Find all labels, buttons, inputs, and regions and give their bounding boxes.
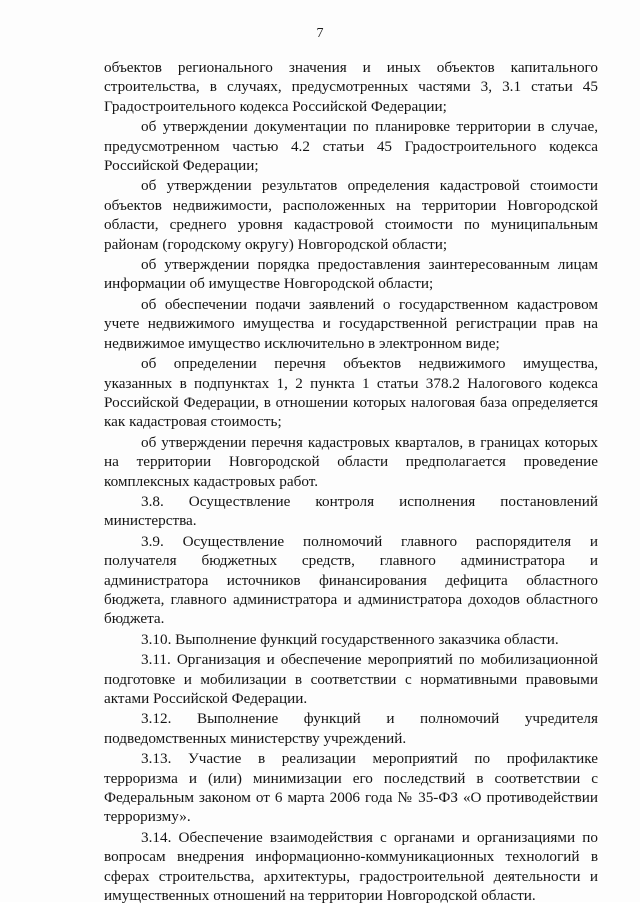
document-body bbox=[104, 58, 598, 905]
paragraph: об утверждении порядка предоставления заинтересованным лицам информации об имуществе Новгородской области; bbox=[104, 256, 598, 293]
paragraph-continuation: объектов регионального значения и иных объектов капитального строительства, в случаях, предусмотренных частями 3, 3.1 статьи 45 Градостроительного кодекса Российской Федерации; bbox=[104, 59, 598, 115]
paragraph-3-10: 3.10. Выполнение функций государственного заказчика области. bbox=[141, 630, 559, 648]
paragraph-3-13: 3.13. Участие в реализации мероприятий по профилактике терроризма и (или) минимизации его последствий в соответствии с Федеральным законом от 6 марта 2006 года № 35-ФЗ «О противодействии терроризму». bbox=[104, 750, 598, 826]
paragraph-3-11: 3.11. Организация и обеспечение мероприятий по мобилизационной подготовке и мобилизации в соответствии с нормативными правовыми актами Российской Федерации. bbox=[104, 651, 598, 707]
paragraph: об определении перечня объектов недвижимого имущества, указанных в подпунктах 1, 2 пункта 1 статьи 378.2 Налогового кодекса Российской Федерации, в отношении которых налоговая база определяется как кадастровая стоимость; bbox=[104, 355, 598, 431]
paragraph-3-12: 3.12. Выполнение функций и полномочий учредителя подведомственных министерству учреждений. bbox=[104, 710, 598, 747]
paragraph: об утверждении документации по планировке территории в случае, предусмотренном частью 4.2 статьи 45 Градостроительного кодекса Российской Федерации; bbox=[104, 118, 598, 175]
paragraph-3-14: 3.14. Обеспечение взаимодействия с органами и организациями по вопросам внедрения информационно-коммуникационных технологий в сферах строительства, архитектуры, градостроительной деятельности и имущественных отношений на территории Новгородской области. bbox=[104, 828, 598, 905]
page-number: 7 bbox=[316, 26, 324, 41]
paragraph: об утверждении перечня кадастровых кварталов, в границах которых на территории Новгородской области предполагается проведение комплексных кадастровых работ. bbox=[104, 433, 598, 490]
paragraph: об обеспечении подачи заявлений о государственном кадастровом учете недвижимого имущества и государственной регистрации прав на недвижимое имущество исключительно в электронном виде; bbox=[104, 295, 598, 352]
paragraph: об утверждении результатов определения кадастровой стоимости объектов недвижимости, расположенных на территории Новгородской области, среднего уровня кадастровой стоимости по муниципальным районам (городскому округу) Новгородской области; bbox=[104, 177, 598, 253]
paragraph-3-8: 3.8. Осуществление контроля исполнения постановлений министерства. bbox=[104, 492, 598, 530]
paragraph-3-9: 3.9. Осуществление полномочий главного распорядителя и получателя бюджетных средств, главного администратора и администратора источников финансирования дефицита областного бюджета, главного администратора и администратора доходов областного бюджета. bbox=[104, 532, 598, 628]
